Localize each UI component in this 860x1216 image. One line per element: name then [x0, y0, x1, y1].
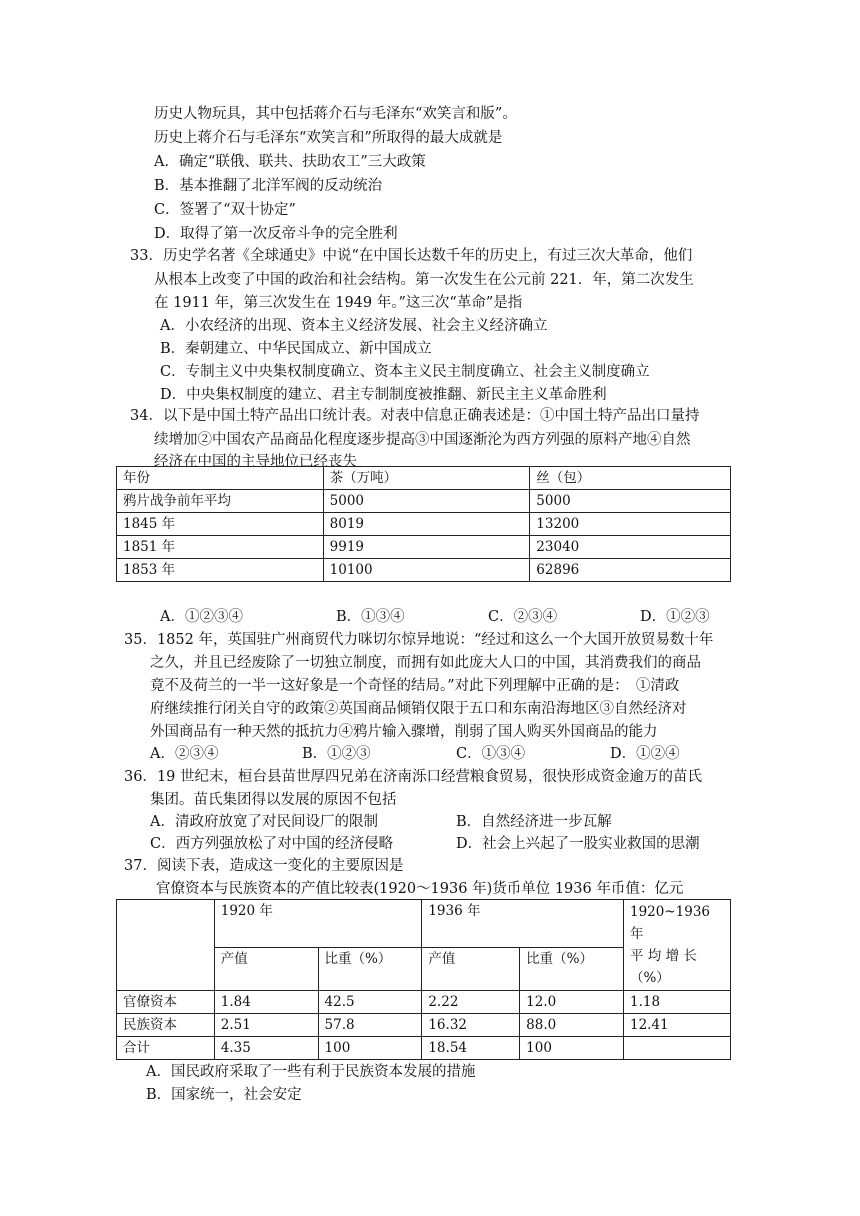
table-cell: 62896 [530, 559, 731, 582]
table-corner-cell [117, 900, 215, 991]
q34-options [0, 607, 860, 627]
q33-option-c: C．专制主义中央集权制度确立、资本主义民主制度确立、社会主义制度确立 [160, 364, 650, 380]
q36-option-d: D．社会上兴起了一股实业救国的思潮 [456, 836, 700, 852]
growth-header-line: 平 均 增 长 [629, 948, 697, 964]
q34-stem-line-3: 经济在中国的主导地位已经丧失 [154, 454, 357, 470]
table-cell: 100 [520, 1037, 624, 1060]
q35-option-b: B．①②③ [302, 746, 371, 762]
table-header-row [117, 900, 731, 948]
table-caption: 官僚资本与民族资本的产值比较表(1920～1936 年)货币单位 1936 年币值：亿元 [156, 881, 684, 897]
q36-options-row-1 [0, 812, 860, 832]
q36-stem-line-1: 36．19 世纪末，桓台县苗世厚四兄弟在济南泺口经营粮食贸易，很快形成资金逾万的苗氏 [124, 769, 703, 785]
table-cell: 1851 年 [117, 536, 324, 559]
table-row [117, 1037, 731, 1060]
table-header-cell: 产值 [422, 948, 520, 991]
table-cell: 42.5 [318, 991, 422, 1014]
table-cell [623, 1037, 730, 1060]
q32-option-a: A．确定“联俄、联共、扶助农工”三大政策 [154, 154, 426, 170]
table-cell: 23040 [530, 536, 731, 559]
table-cell: 12.0 [520, 991, 624, 1014]
table-cell: 5000 [323, 490, 530, 513]
table-cell: 1.84 [214, 991, 318, 1014]
q34-option-b: B．①③④ [336, 609, 405, 625]
table-row [117, 991, 731, 1014]
q33-stem-line-1: 33．历史学名著《全球通史》中说“在中国长达数千年的历史上，有过三次大革命，他们 [130, 248, 693, 264]
table-row-label: 合计 [117, 1037, 215, 1060]
q34-option-c: C．②③④ [488, 609, 558, 625]
table-cell: 10100 [323, 559, 530, 582]
q35-stem-line-3: 竟不及荷兰的一半一这好象是一个奇怪的结局。”对此下列理解中正确的是： ①清政 [150, 678, 680, 694]
table-cell: 1853 年 [117, 559, 324, 582]
table-header-cell: 比重（%） [318, 948, 422, 991]
table-cell: 8019 [323, 513, 530, 536]
q36-stem-line-2: 集团。苗氏集团得以发展的原因不包括 [150, 792, 397, 808]
q33-stem-line-3: 在 1911 年，第三次发生在 1949 年。”这三次“革命”是指 [154, 295, 523, 311]
table-cell: 4.35 [214, 1037, 318, 1060]
growth-header-line: 1920~1936 年 [629, 904, 711, 942]
q34-stem-line-2: 续增加②中国农产品商品化程度逐步提高③中国逐渐沦为西方列强的原料产地④自然 [154, 432, 691, 448]
q35-option-d: D．①②④ [610, 746, 680, 762]
table-cell: 12.41 [623, 1014, 730, 1037]
table-header-cell: 比重（%） [520, 948, 624, 991]
q33-option-b: B．秦朝建立、中华民国成立、新中国成立 [160, 341, 432, 357]
capital-comparison-table [116, 899, 731, 1060]
table-cell: 100 [318, 1037, 422, 1060]
q35-stem-line-2: 之久，并且已经废除了一切独立制度，而拥有如此庞大人口的中国，其消费我们的商品 [150, 655, 701, 671]
growth-header-cell [623, 900, 730, 991]
table-header-cell: 丝（包） [530, 467, 731, 490]
table-cell: 1.18 [623, 991, 730, 1014]
table-row [117, 559, 731, 582]
q35-option-a: A．②③④ [150, 746, 219, 762]
q35-option-c: C．①③④ [456, 746, 526, 762]
q33-option-a: A．小农经济的出现、资本主义经济发展、社会主义经济确立 [160, 318, 548, 334]
q32-option-d: D．取得了第一次反帝斗争的完全胜利 [154, 226, 398, 242]
table-cell: 57.8 [318, 1014, 422, 1037]
table-row [117, 1014, 731, 1037]
q35-options [0, 744, 860, 764]
q35-stem-line-4: 府继续推行闭关自守的政策②英国商品倾销仅限于五口和东南沿海地区③自然经济对 [150, 701, 687, 717]
q36-option-a: A．清政府放宽了对民间设厂的限制 [150, 814, 378, 830]
table-cell: 16.32 [422, 1014, 520, 1037]
q34-option-d: D．①②③ [640, 609, 710, 625]
table-header-cell: 产值 [214, 948, 318, 991]
growth-header-line: （%） [629, 970, 670, 986]
q37-option-a: A．国民政府采取了一些有利于民族资本发展的措施 [146, 1064, 476, 1080]
export-stats-table [116, 466, 731, 582]
table-row [117, 513, 731, 536]
q36-option-c: C．西方列强放松了对中国的经济侵略 [150, 836, 394, 852]
q37-option-b: B．国家统一，社会安定 [146, 1087, 302, 1103]
q33-option-d: D．中央集权制度的建立、君主专制制度被推翻、新民主主义革命胜利 [160, 387, 607, 403]
q32-option-b: B．基本推翻了北洋军阀的反动统治 [154, 178, 383, 194]
table-cell: 88.0 [520, 1014, 624, 1037]
table-header-cell: 年份 [117, 467, 324, 490]
table-cell: 13200 [530, 513, 731, 536]
q32-stem-line-1: 历史人物玩具，其中包括蒋介石与毛泽东“欢笑言和版”。 [154, 106, 517, 122]
table-cell: 18.54 [422, 1037, 520, 1060]
q33-stem-line-2: 从根本上改变了中国的政治和社会结构。第一次发生在公元前 221．年，第二次发生 [154, 272, 694, 288]
table-cell: 5000 [530, 490, 731, 513]
table-cell: 9919 [323, 536, 530, 559]
q32-option-c: C．签署了“双十协定” [154, 202, 296, 218]
table-cell: 2.22 [422, 991, 520, 1014]
q36-option-b: B．自然经济进一步瓦解 [456, 814, 612, 830]
table-header-row [117, 467, 731, 490]
table-cell: 1845 年 [117, 513, 324, 536]
table-cell: 2.51 [214, 1014, 318, 1037]
q32-stem-line-2: 历史上蒋介石与毛泽东“欢笑言和”所取得的最大成就是 [154, 130, 503, 146]
table-row [117, 536, 731, 559]
table-cell: 鸦片战争前年平均 [117, 490, 324, 513]
table-header-cell: 1936 年 [422, 900, 624, 948]
q34-option-a: A．①②③④ [160, 609, 243, 625]
q34-stem-line-1: 34．以下是中国土特产品出口统计表。对表中信息正确表述是：①中国土特产品出口量持 [130, 408, 700, 424]
q37-stem: 37．阅读下表，造成这一变化的主要原因是 [124, 858, 404, 874]
q35-stem-line-5: 外国商品有一种天然的抵抗力④鸦片输入骤增，削弱了国人购买外国商品的能力 [150, 724, 658, 740]
q36-options-row-2 [0, 834, 860, 854]
table-row-label: 官僚资本 [117, 991, 215, 1014]
table-row [117, 490, 731, 513]
q35-stem-line-1: 35．1852 年，英国驻广州商贸代力咪切尔惊异地说：“经过和这么一个大国开放贸易数十年 [124, 632, 714, 648]
table-header-cell: 1920 年 [214, 900, 422, 948]
table-row-label: 民族资本 [117, 1014, 215, 1037]
table-header-cell: 茶（万吨） [323, 467, 530, 490]
